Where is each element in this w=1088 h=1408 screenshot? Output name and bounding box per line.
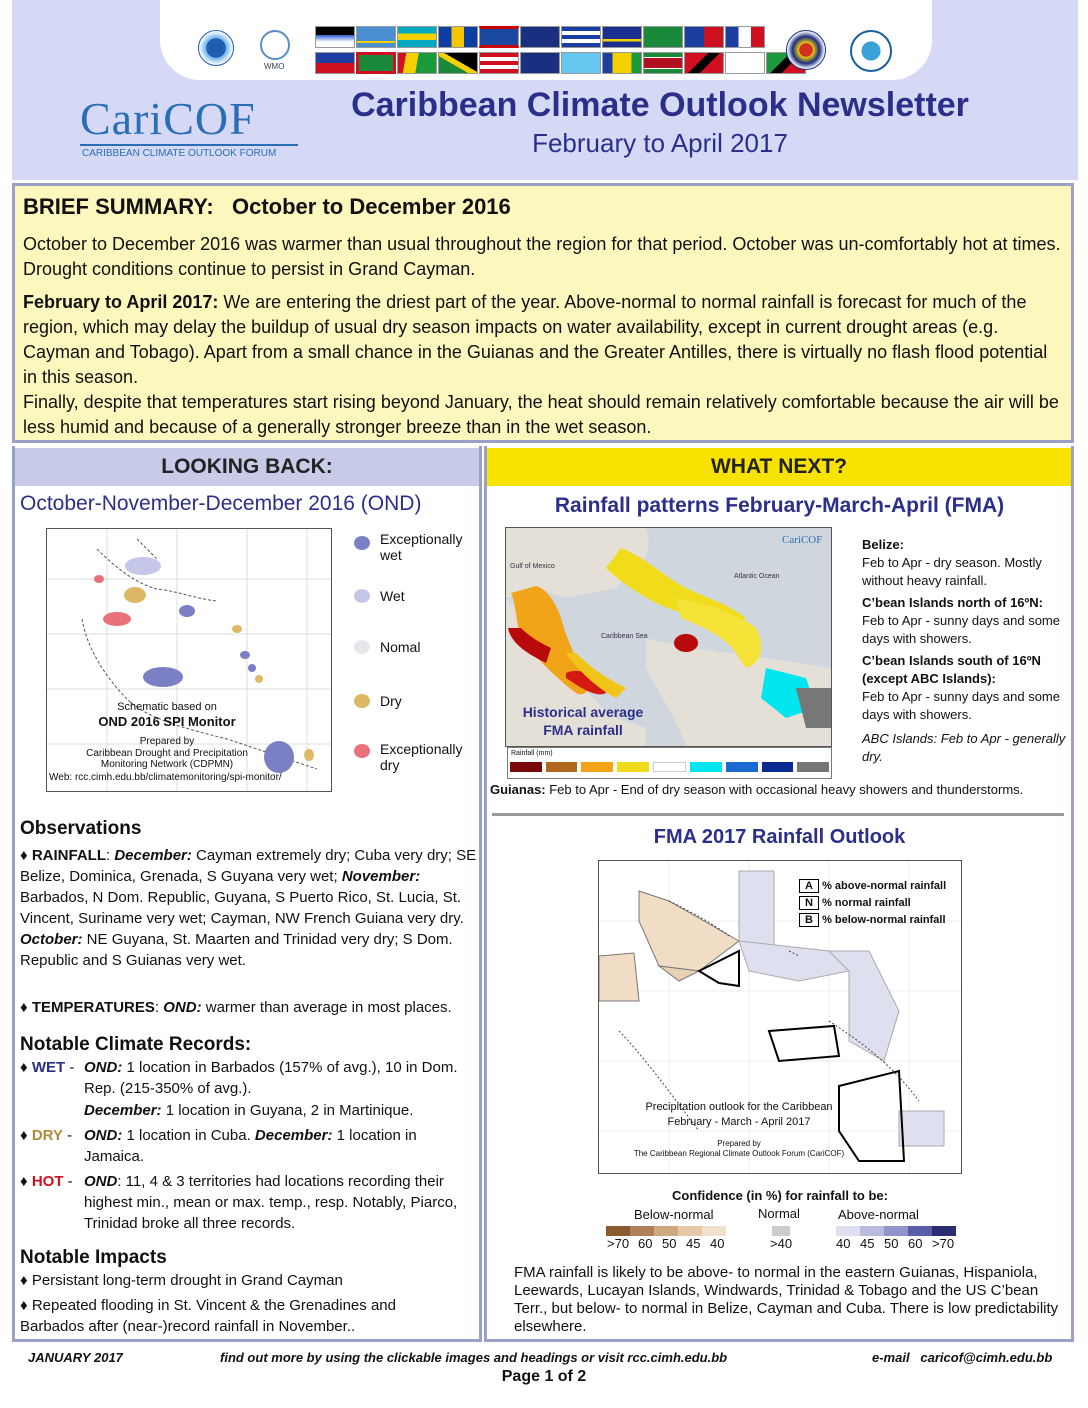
guianas-text: Feb to Apr - End of dry season with occasional heavy showers and thunderstorms.: [545, 782, 1024, 797]
legend-dry-label: Dry: [380, 693, 402, 709]
flag-haiti-icon: [315, 52, 355, 74]
abc-outlook: ABC Islands: Feb to Apr - generally dry.: [862, 731, 1066, 764]
fma-historical-rainfall-map[interactable]: [505, 527, 832, 747]
noaa-seal-icon[interactable]: [198, 30, 234, 66]
legend-wet-swatch: [354, 589, 370, 603]
flag-bvi-icon: [520, 26, 560, 48]
conf-swatch-above-70: [932, 1226, 956, 1236]
legend-dry-swatch: [354, 694, 370, 708]
wet-record-dec: [84, 1100, 474, 1121]
spi-dry-cuba: [124, 587, 146, 603]
spi-exdry-belize: [94, 575, 104, 583]
normal-tick: >40: [770, 1236, 793, 1251]
rain-oct-label: October:: [20, 931, 83, 948]
north-head: C’bean Islands north of 16ºN:: [862, 595, 1043, 610]
above-normal-label: Above-normal: [838, 1207, 919, 1222]
outlook-summary-note: FMA rainfall is likely to be above- to normal in the eastern Guianas, Hispaniola, Leewards, Lucayan Islands, Windwards, Trinidad & Tobago and the US C’bean Terr., but below- to normal in Belize, Cayman and Cuba. There is low predictability elsewhere.: [514, 1264, 1059, 1335]
rain-nov-label: November:: [341, 868, 421, 885]
summary-paragraph-3: Finally, despite that temperatures start rising beyond January, the heat should remain relatively comfortable because the air will be less humid and because of a generally stronger breeze than in the wet season.: [23, 392, 1059, 437]
key-text-n: % normal rainfall: [822, 897, 911, 909]
wmo-emblem-icon[interactable]: [260, 30, 290, 60]
impact-2: ♦ Repeated flooding in St. Vincent & the Grenadines and Barbados after (near-)record rainfall in November..: [20, 1297, 396, 1335]
caricof-logo[interactable]: [80, 92, 300, 159]
conf-swatch-below-70: [606, 1226, 630, 1236]
ond-map-caption-6: Web: rcc.cimh.edu.bb/climatemonitoring/spi-monitor/: [49, 772, 282, 783]
above-tick-2: 50: [884, 1236, 899, 1251]
ond-map-caption-5: Monitoring Network (CDPMN): [100, 759, 234, 770]
impact-1-text: Persistant long-term drought in Grand Cayman: [31, 1272, 343, 1289]
flag-guyana-icon: [397, 52, 437, 74]
fma-scale-label: Rainfall (mm): [511, 750, 553, 757]
flag-belize-icon: [479, 26, 519, 48]
fma-outlook-map[interactable]: [598, 860, 962, 1174]
below-tick-1: 60: [638, 1236, 653, 1251]
spi-dry-suriname: [304, 749, 314, 761]
wet-ond-label: OND:: [84, 1059, 123, 1076]
wet-dec-text: 1 location in Guyana, 2 in Martinique.: [161, 1102, 414, 1119]
flag-france-icon: [725, 26, 765, 48]
newsletter-title: Caribbean Climate Outlook Newsletter: [351, 86, 969, 124]
caricof-wordmark: CariCOF: [80, 93, 256, 144]
rainfall-label: RAINFALL: [31, 847, 106, 864]
belize-text: Feb to Apr - dry season. Mostly without heavy rainfall.: [862, 555, 1042, 588]
wmo-label: WMO: [264, 62, 285, 71]
flag-st-vincent-icon: [602, 52, 642, 74]
flag-barbados-icon: [438, 26, 478, 48]
above-tick-4: >70: [932, 1236, 955, 1251]
normal-label: Normal: [758, 1206, 800, 1221]
hot-record-tag: ♦ HOT -: [20, 1173, 73, 1190]
spi-exwet-stlucia: [248, 664, 256, 672]
rain-dec-label: December:: [114, 847, 192, 864]
fma-scale-swatches: [508, 760, 831, 774]
impact-1: ♦ Persistant long-term drought in Grand Cayman: [20, 1272, 343, 1289]
ond-map-caption-2: OND 2016 SPI Monitor: [98, 714, 236, 729]
dry-record-tag: ♦ DRY -: [20, 1127, 73, 1144]
records-heading: Notable Climate Records:: [20, 1034, 252, 1055]
map-atlantic-label: Atlantic Ocean: [734, 573, 780, 580]
impacts-heading: Notable Impacts: [20, 1247, 167, 1268]
spi-exdry-cayman: [103, 612, 131, 626]
legend-exwet-swatch: [354, 536, 370, 550]
outlook-caption-1: Precipitation outlook for the Caribbean: [645, 1101, 833, 1113]
fma-rainfall-scale: [507, 747, 832, 779]
dry-record: [84, 1125, 474, 1167]
confidence-title: Confidence (in %) for rainfall to be:: [672, 1188, 888, 1203]
conf-swatch-above-60: [908, 1226, 932, 1236]
page-number: Page 1 of 2: [501, 1368, 587, 1385]
key-letter-n: N: [799, 896, 819, 910]
ond-map-caption-1: Schematic based on: [117, 701, 217, 713]
flag-bahamas-icon: [397, 26, 437, 48]
fma-map-logo: CariCOF: [782, 534, 823, 546]
outlook-caption-2: February - March - April 2017: [667, 1116, 811, 1128]
section-divider: [492, 813, 1064, 816]
above-tick-1: 45: [860, 1236, 875, 1251]
caricof-logo-subtitle: CARIBBEAN CLIMATE OUTLOOK FORUM: [82, 148, 277, 159]
temperature-observation: ♦ TEMPERATURES: OND: warmer than average in most places.: [20, 999, 452, 1016]
spi-exwet-central: [143, 667, 183, 687]
below-tick-2: 50: [662, 1236, 677, 1251]
south-head: C’bean Islands south of 16ºN (except ABC Islands):: [862, 653, 1041, 686]
flag-antigua-icon: [315, 26, 355, 48]
legend-normal-swatch: [354, 640, 370, 654]
footer-website-note[interactable]: find out more by using the clickable images and headings or visit rcc.cimh.edu.bb: [220, 1350, 728, 1365]
guianas-label: Guianas:: [490, 782, 546, 797]
hot-text: : 11, 4 & 3 territories had locations recording their highest min., mean or max. temp., resp. Notably, Piarco, Trinidad broke all three records.: [84, 1173, 458, 1232]
ond-map-caption-4: Caribbean Drought and Precipitation: [86, 748, 248, 759]
flag-grenada-icon: [356, 52, 396, 74]
temp-text: warmer than average in most places.: [201, 999, 452, 1016]
ond-title[interactable]: October-November-December 2016 (OND): [20, 492, 422, 515]
summary-p2-label: February to April 2017:: [23, 292, 219, 312]
key-letter-a: A: [799, 879, 819, 893]
hot-record: [84, 1171, 474, 1234]
dry-dec-text: 1 location in Jamaica.: [84, 1127, 417, 1165]
north-outlook: [862, 594, 1072, 648]
cimh-emblem-icon[interactable]: [786, 30, 826, 70]
legend-wet-label: Wet: [380, 588, 405, 604]
outlook-title[interactable]: FMA 2017 Rainfall Outlook: [653, 826, 906, 848]
summary-heading: BRIEF SUMMARY: October to December 2016: [23, 194, 511, 219]
legend-normal-label: Nomal: [380, 639, 421, 655]
below-tick-0: >70: [607, 1236, 630, 1251]
legend-exwet-label: Exceptionally wet: [380, 531, 463, 563]
flag-trinidad-icon: [684, 52, 724, 74]
outlook-zone-guianas: [899, 1111, 944, 1146]
spi-wet-bahamas: [125, 557, 161, 575]
footer-date: JANUARY 2017: [28, 1350, 123, 1365]
hot-label: HOT: [31, 1173, 64, 1190]
conf-swatch-below-40: [702, 1226, 726, 1236]
flag-st-lucia-icon: [561, 52, 601, 74]
ond-map-caption-3: Prepared by: [139, 736, 195, 747]
belize-head: Belize:: [862, 537, 904, 552]
key-text-b: % below-normal rainfall: [822, 914, 946, 926]
dry-label: DRY: [31, 1127, 63, 1144]
wet-dec-label: December:: [84, 1102, 162, 1119]
caricof-logo-rule: [80, 144, 298, 146]
below-normal-label: Below-normal: [634, 1207, 714, 1222]
rain-dec-text: Cayman extremely dry; Cuba very dry; SE Belize, Dominica, Grenada, S Guyana very wet;: [20, 847, 477, 885]
key-letter-b: B: [799, 913, 819, 927]
guianas-outlook: [490, 782, 1075, 797]
legend-exdry-swatch: [354, 744, 370, 758]
rain-oct-text: NE Guyana, St. Maarten and Trinidad very dry; S Dom. Republic and S Guianas very wet.: [20, 931, 453, 969]
outlook-zone-bahamas: [739, 871, 774, 951]
wet-record-ond: [84, 1057, 474, 1099]
observations-heading: Observations: [20, 818, 142, 839]
below-tick-3: 45: [686, 1236, 701, 1251]
legend-exdry-label: Exceptionally dry: [380, 741, 463, 773]
above-tick-0: 40: [836, 1236, 851, 1251]
rain-nov-text: Barbados, N Dom. Republic, Guyana, S Puerto Rico, St. Lucia, St. Vincent, Suriname very wet; Cayman, NW French Guiana very dry.: [20, 889, 464, 927]
flag-curacao-icon: [602, 26, 642, 48]
summary-p2-text: We are entering the driest part of the year. Above-normal to normal rainfall is forecast for much of the region, which may delay the buildup of usual dry season impacts on water availability, except in current drought areas (e.g. Cayman and Tobago). Apart from a small chance in the Guianas and the Greater Antilles, there is virtually no flash flood potential in this season.: [23, 292, 1048, 387]
south-outlook: [862, 652, 1072, 724]
temp-label: TEMPERATURES: [31, 999, 155, 1016]
conf-swatch-below-60: [630, 1226, 654, 1236]
flag-dominican-republic-icon: [684, 26, 724, 48]
outlook-caption-3: Prepared by: [717, 1139, 761, 1148]
wet-record-tag: ♦ WET -: [20, 1059, 75, 1076]
map-gulf-label: Gulf of Mexico: [510, 563, 555, 570]
conf-swatch-above-40: [836, 1226, 860, 1236]
cdema-emblem-icon[interactable]: [850, 30, 892, 72]
rainfall-observation: ♦ RAINFALL: December: Cayman extremely dry; Cuba very dry; SE Belize, Dominica, Grenada, S Guyana very wet; November: Barbados, N Dom. Republic, Guyana, S Puerto Rico, St. Lucia, St. Vincent, Suriname very wet; Cayman, NW French Guiana very dry. October: NE Guyana, St. Maarten and Trinidad very dry; S Dom. Republic and S Guianas very wet.: [20, 847, 477, 969]
north-text: Feb to Apr - sunny days and some days with showers.: [862, 613, 1060, 646]
dry-ond-label: OND:: [84, 1127, 123, 1144]
summary-paragraph-2: [23, 290, 1063, 390]
flag-suriname-icon: [643, 52, 683, 74]
brief-summary-box: [12, 183, 1074, 443]
conf-swatch-below-50: [654, 1226, 678, 1236]
footer-email[interactable]: e-mail caricof@cimh.edu.bb: [872, 1350, 1053, 1365]
conf-swatch-normal: [772, 1226, 790, 1236]
spi-dry-barbados: [255, 675, 263, 683]
impact-2-text: Repeated flooding in St. Vincent & the Grenadines and Barbados after (near-)record rainfall in November..: [20, 1297, 396, 1335]
flag-montserrat-icon: [520, 52, 560, 74]
what-next-heading[interactable]: WHAT NEXT?: [487, 448, 1071, 486]
outlook-zone-belize: [599, 953, 639, 1001]
fma-patterns-title[interactable]: Rainfall patterns February-March-April (FMA): [554, 494, 1005, 517]
conf-swatch-above-50: [884, 1226, 908, 1236]
outlook-key: [799, 879, 949, 930]
fma-map-label-2: FMA rainfall: [543, 722, 623, 738]
hot-ond-label: OND: [84, 1173, 118, 1190]
outlook-caption-4: The Caribbean Regional Climate Outlook Forum (CariCOF): [633, 1149, 845, 1158]
belize-outlook: [862, 536, 1072, 590]
wet-label: WET: [31, 1059, 66, 1076]
above-tick-3: 60: [908, 1236, 923, 1251]
flag-cuba-icon: [561, 26, 601, 48]
summary-paragraph-1: October to December 2016 was warmer than usual throughout the region for that period. October was un-comfortably hot at times. Drought conditions continue to persist in Grand Cayman.: [23, 234, 1061, 279]
temp-ond-label: OND:: [163, 999, 202, 1016]
south-text: Feb to Apr - sunny days and some days with showers.: [862, 689, 1060, 722]
dry-ond-text: 1 location in Cuba.: [122, 1127, 251, 1144]
flag-usvi-icon: [725, 52, 765, 74]
conf-swatch-above-45: [860, 1226, 884, 1236]
spi-dry-stmaarten: [232, 625, 242, 633]
wet-ond-text: 1 location in Barbados (157% of avg.), 10 in Dom. Rep. (215-350% of avg.).: [84, 1059, 458, 1097]
flag-aruba-icon: [356, 26, 396, 48]
ond-spi-map[interactable]: [46, 528, 332, 792]
flag-dominica-icon: [643, 26, 683, 48]
spi-exwet-hispaniola: [179, 605, 195, 617]
outlook-zone-hispaniola: [739, 941, 849, 981]
spi-exwet-dominica: [240, 651, 250, 659]
looking-back-heading[interactable]: LOOKING BACK:: [15, 448, 479, 486]
conf-swatch-below-45: [678, 1226, 702, 1236]
dry-dec-label: December:: [254, 1127, 333, 1144]
flag-jamaica-icon: [438, 52, 478, 74]
fma-map-label-1: Historical average: [522, 704, 644, 720]
map-caribbean-label: Caribbean Sea: [601, 633, 648, 640]
flag-puerto-rico-icon: [479, 52, 519, 74]
partner-logo-strip[interactable]: [160, 0, 932, 80]
below-tick-4: 40: [710, 1236, 725, 1251]
key-text-a: % above-normal rainfall: [822, 880, 947, 892]
newsletter-period: February to April 2017: [532, 128, 788, 158]
